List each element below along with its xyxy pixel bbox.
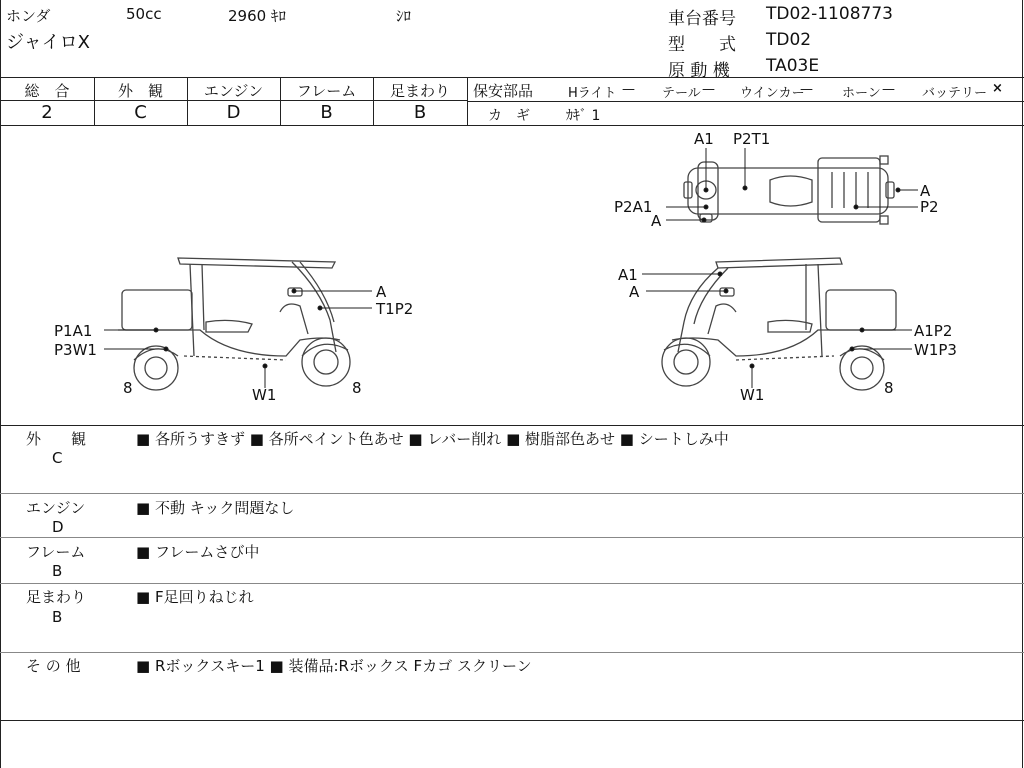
grade-header-exterior: 外 観 xyxy=(117,82,163,100)
engine-value: TA03E xyxy=(766,56,820,76)
note-text-frame: ■ フレームさび中 xyxy=(136,543,260,561)
damage-diagram xyxy=(0,125,1024,425)
right-label-a1p2: A1P2 xyxy=(914,322,953,340)
top-label-a-left: A xyxy=(651,212,662,230)
left-label-8-rear: 8 xyxy=(123,379,133,397)
top-label-a1: A1 xyxy=(694,130,714,148)
safety-label: 保安部品 xyxy=(473,82,534,100)
safety-horn-value: — xyxy=(882,82,895,97)
note-grade-engine: D xyxy=(52,518,64,536)
safety-headlight-value: — xyxy=(622,82,635,97)
grade-header-frame: フレーム xyxy=(296,82,357,100)
note-text-other: ■ Rボックスキー1 ■ 装備品:Rボックス Fカゴ スクリーン xyxy=(136,657,532,675)
note-label-suspension: 足まわり xyxy=(26,588,87,606)
mileage: 2960 ｷﾛ xyxy=(228,7,286,25)
top-label-p2a1: P2A1 xyxy=(614,198,653,216)
model-name: ジャイロX xyxy=(6,32,90,53)
grade-exterior: C xyxy=(134,102,147,123)
diagram-svg xyxy=(0,125,1024,425)
type-value: TD02 xyxy=(766,30,812,50)
note-label-exterior: 外 観 xyxy=(26,430,87,448)
right-label-w1: W1 xyxy=(740,386,765,404)
safety-battery-value: × xyxy=(992,81,1003,96)
right-label-w1p3: W1P3 xyxy=(914,341,957,359)
note-text-suspension: ■ F足回りねじれ xyxy=(136,588,254,606)
top-label-a-right: A xyxy=(920,182,931,200)
safety-horn-label: ホーン xyxy=(842,86,881,101)
right-label-a: A xyxy=(629,283,640,301)
left-label-p1a1: P1A1 xyxy=(54,322,93,340)
type-label: 型 式 xyxy=(668,35,736,55)
note-grade-exterior: C xyxy=(52,449,63,467)
safety-battery-label: バッテリー xyxy=(922,86,988,101)
key-label: カ ギ xyxy=(488,108,530,124)
grade-engine: D xyxy=(226,102,241,123)
safety-headlight-label: Hライト xyxy=(568,86,617,101)
safety-winker-label: ウインカー xyxy=(740,86,805,101)
displacement: 50cc xyxy=(126,5,162,23)
chassis-label: 車台番号 xyxy=(668,9,736,29)
left-label-w1: W1 xyxy=(252,386,277,404)
color: ｼﾛ xyxy=(396,7,412,25)
left-label-t1p2: T1P2 xyxy=(376,300,414,318)
grade-frame: B xyxy=(320,102,333,123)
note-label-frame: フレーム xyxy=(26,543,86,561)
note-label-other: そ の 他 xyxy=(26,657,81,675)
note-grade-suspension: B xyxy=(52,608,63,626)
note-text-exterior: ■ 各所うすきず ■ 各所ペイント色あせ ■ レバー削れ ■ 樹脂部色あせ ■ シートしみ中 xyxy=(136,430,729,448)
chassis-value: TD02-1108773 xyxy=(766,4,893,24)
left-label-8-front: 8 xyxy=(352,379,362,397)
left-side-scooter xyxy=(118,258,350,390)
engine-label: 原 動 機 xyxy=(668,61,730,81)
safety-tail-value: — xyxy=(702,82,715,97)
top-label-p2: P2 xyxy=(920,198,939,216)
right-side-scooter xyxy=(662,258,896,390)
make: ホンダ xyxy=(6,7,51,25)
grade-suspension: B xyxy=(413,102,427,123)
safety-tail-label: テール xyxy=(662,86,701,101)
note-text-engine: ■ 不動 キック問題なし xyxy=(136,499,295,517)
grade-overall: 2 xyxy=(41,102,53,123)
left-label-a: A xyxy=(376,283,387,301)
top-label-p2t1: P2T1 xyxy=(733,130,771,148)
right-label-8: 8 xyxy=(884,379,894,397)
grade-header-suspension: 足まわり xyxy=(389,82,450,100)
note-label-engine: エンジン xyxy=(26,499,86,517)
grade-header-engine: エンジン xyxy=(203,82,264,100)
safety-winker-value: — xyxy=(800,82,813,97)
note-grade-frame: B xyxy=(52,562,63,580)
left-label-p3w1: P3W1 xyxy=(54,341,97,359)
grade-header-overall: 総 合 xyxy=(24,82,70,100)
key-value: ｶｷﾞ 1 xyxy=(566,108,601,124)
right-label-a1: A1 xyxy=(618,266,638,284)
top-view-scooter xyxy=(684,156,894,224)
